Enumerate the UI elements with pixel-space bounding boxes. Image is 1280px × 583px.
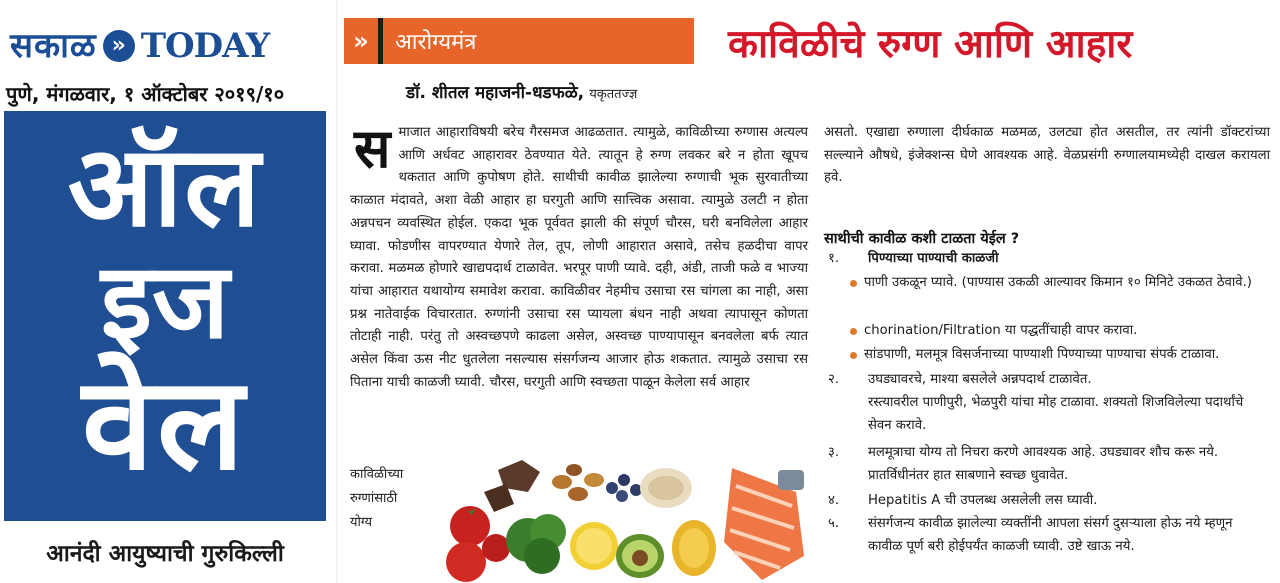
bullet-text: पाणी उकळून प्यावे. (पाण्यास उकळी आल्यावर किमान १० मिनिटे उकळत ठेवावे.) [864, 275, 1252, 290]
double-chevron-icon: » [344, 18, 383, 64]
tip-item [824, 442, 1270, 487]
tip-item [824, 369, 1270, 392]
body-text-left: माजात आहाराविषयी बरेच गैरसमज आढळतात. त्यामुळे, काविळीच्या रुग्णास अत्यल्प आणि अर्धवट आहारावर ठेवण्यात येते. त्यातून हे रुग्ण लवकर बरे न होता खूपच थकतात आणि कुपोषण होते. साथीची कावीळ झालेल्या रुग्णाची भूक सुरवातीच्या काळात मंदावते, अशा वेळी आहार हा घरगुती आणि सात्त्विक असावा. त्यामुळे उलटी न होता अन्नपचन व्यवस्थित होईल. एकदा भूक पूर्ववत झाली की संपूर्ण चौरस, घरी बनविलेला आहार घ्यावा. फोडणीस वापरण्यात येणारे तेल, तूप, लोणी आहारात असावे, तसेच हळदीचा वापर करावा. मळमळ होणारे खाद्यपदार्थ टाळावेत. भरपूर पाणी प्यावे. दही, अंडी, ताजी फळे व भाज्या यांचा आहारात यथायोग्य समावेश करावा. काविळीवर नेहमीच उसाचा रस चांगला का नाही, असा प्रश्न नातेवाईक विचारतात. रुग्णांनी उसाचा रस प्यायला बंधन नाही अथवा त्यापासून कोणता तोटाही नाही. परंतु तो अस्वच्छपणे काढला असेल, अस्वच्छ पाण्यापासून बनवलेला बर्फ त्यात असेल किंवा ऊस नीट धुतलेला नसल्यास संसर्गजन्य आजार होऊ शकतात. त्यामुळे उसाचा रस पिताना याची काळजी घ्यावी. चौरस, घरगुती आणि स्वच्छता पाळून केलेला सर्व आहार [350, 125, 808, 390]
section-word-well: वेल [82, 350, 248, 499]
column-divider [336, 0, 338, 583]
article-body-right: असतो. एखाद्या रुग्णाला दीर्घकाळ मळमळ, उलट्या होत असतील, तर त्यांनी डॉक्टरांच्या सल्ल्याने औषधे, इंजेक्शन्स घेणे आवश्यक आहे. वेळप्रसंगी रुग्णालयामध्येही दाखल करायला हवे. [824, 125, 1270, 186]
tagline: आनंदी आयुष्याची गुरुकिल्ली [46, 541, 284, 567]
tip-item [824, 490, 1270, 513]
double-chevron-icon: » [103, 30, 135, 62]
column-tag[interactable] [344, 18, 694, 64]
caption-line: काविळीच्या [350, 467, 404, 482]
bullet-item [824, 272, 1270, 295]
tip-number: २. [828, 372, 840, 387]
bullet-text: सांडपाणी, मलमूत्र विसर्जनाच्या पाण्याशी पिण्याच्या पाण्याचा संपर्क टाळावा. [864, 347, 1220, 362]
bullet-text: chorination/Filtration या पद्धतींचाही वापर करावा. [864, 323, 1138, 338]
healthy-food-illustration [444, 452, 816, 583]
masthead [0, 0, 336, 583]
tagline-bar [4, 521, 326, 583]
dateline: पुणे, मंगळवार, १ ऑक्टोबर २०१९/१० [6, 82, 285, 106]
tip-item [824, 248, 1270, 271]
image-caption [350, 463, 440, 535]
article-body-left [350, 117, 808, 394]
byline [406, 80, 637, 103]
tip-text: संसर्गजन्य कावीळ झालेल्या व्यक्तींनी आपला संसर्ग दुसऱ्याला होऊ नये म्हणून कावीळ पूर्ण बरी होईपर्यंत काळजी घ्यावी. उष्टे खाऊ नये. [868, 516, 1233, 554]
bullet-item [824, 320, 1270, 343]
brand-suffix: TODAY [140, 26, 270, 66]
bullet-item [824, 344, 1270, 367]
tip-number: १. [828, 251, 840, 266]
bullet-dot-icon [850, 352, 857, 359]
tip-number: ३. [828, 445, 840, 460]
drop-cap: स [354, 117, 391, 180]
caption-line: रुग्णांसाठी [350, 491, 398, 506]
tip-text: Hepatitis A ची उपलब्ध असलेली लस घ्यावी. [868, 493, 1098, 508]
tip-text: रस्त्यावरील पाणीपुरी, भेळपुरी यांचा मोह टाळावा. शक्यतो शिजविलेल्या पदार्थांचे सेवन करावे. [868, 395, 1244, 433]
tip-item [824, 392, 1270, 437]
section-word-is: इज [100, 240, 230, 362]
caption-line: योग्य [350, 515, 373, 530]
tip-item [824, 513, 1270, 558]
author-role: यकृततज्ज्ञ [589, 87, 638, 102]
tips-subheading: साथीची कावीळ कशी टाळता येईल ? [824, 231, 1020, 247]
bullet-dot-icon [850, 280, 857, 287]
tip-number: ५. [828, 516, 840, 531]
tip-text: पिण्याच्या पाण्याची काळजी [868, 251, 999, 266]
brand-name: सकाळ [10, 26, 97, 66]
section-word-all: ऑल [67, 122, 263, 252]
food-image-svg [444, 452, 816, 583]
bullet-dot-icon [850, 328, 857, 335]
article-headline: काविळीचे रुग्ण आणि आहार [728, 22, 1133, 67]
brand-logo[interactable] [10, 22, 326, 70]
tip-number: ४. [828, 493, 840, 508]
article [340, 0, 1280, 583]
tip-text: उघड्यावरचे, माश्या बसलेले अन्नपदार्थ टाळावेत. [868, 372, 1092, 387]
tip-text: मलमूत्राचा योग्य तो निचरा करणे आवश्यक आहे. उघड्यावर शौच करू नये. प्रातर्विधीनंतर हात साबणाने स्वच्छ धुवावेत. [868, 445, 1219, 483]
column-label: आरोग्यमंत्र [395, 30, 477, 55]
section-panel [4, 111, 326, 583]
author-name: डॉ. शीतल महाजनी-धडफळे, [406, 83, 585, 103]
